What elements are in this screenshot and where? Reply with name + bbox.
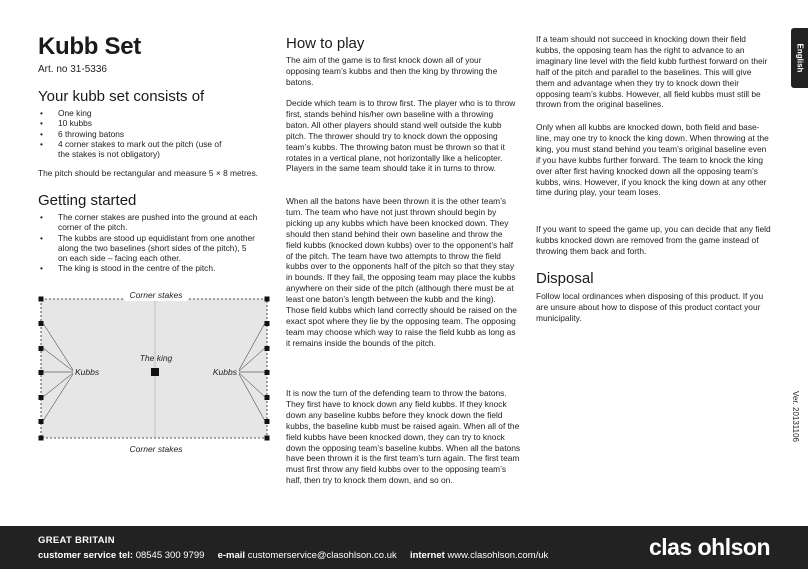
website-link[interactable]: www.clasohlson.com/uk xyxy=(447,550,549,561)
paragraph: If you want to speed the game up, you can decide that any field kubbs knocked down are removed from the game instead of throwing them back and forth. xyxy=(536,224,771,256)
kubb xyxy=(39,321,44,326)
kubb xyxy=(265,419,270,424)
consists-list xyxy=(38,108,274,159)
king-label: The king xyxy=(139,353,173,363)
disposal-heading: Disposal xyxy=(536,270,594,287)
kubbs-right-label: Kubbs xyxy=(212,367,237,377)
kubb xyxy=(265,395,270,400)
list-item: • The kubbs are stood up equidistant from one another along the two baselines (short sides of the pitch), 5 on each side – facing each other. xyxy=(38,233,258,264)
email-label: e-mail xyxy=(217,550,246,561)
footer-contact-line xyxy=(38,550,548,561)
email-link[interactable]: customerservice@clasohlson.co.uk xyxy=(247,550,397,561)
paragraph: The aim of the game is to first knock down all of your opposing team’s kubbs and then the king by throwing the batons. xyxy=(286,55,498,87)
paragraph: Decide which team is to throw first. The player who is to throw first, stands behind his/her own baseline with a throwing baton. All other players should stand well outside the kubb pitch. The thrower should try to knock down the opposing team’s kubbs. The throwing baton must be thrown so that it rotates in a vertical plane, not horizontally like a helicopter. Players in the same team should take it in turns to throw. xyxy=(286,98,516,174)
corner-stake xyxy=(265,436,270,441)
footer xyxy=(0,526,808,569)
kubb xyxy=(265,370,270,375)
list-item: • 4 corner stakes to mark out the pitch (use of the stakes is not obligatory) xyxy=(38,139,234,160)
king xyxy=(151,368,159,376)
customer-service-label: customer service xyxy=(38,550,117,561)
list-item: • 6 throwing batons xyxy=(38,129,274,139)
paragraph: When all the batons have been thrown it is the other team’s turn. The team who have not just thrown should begin by picking up any kubbs which have been knocked down. They should then stand behind their own baseline and throw the field kubbs (knocked down kubbs) over to the opponent’s half of the pitch. The team have two attempts to throw the field kubbs over to the opponents half of the pitch so that they stay in bounds. If they fail, the opposing team may place the kubbs anywhere on their side of the pitch (although there must be at least one baton’s length between the kubb and the king). Those field kubbs which land correctly should be raised on the exact spot where they lie by the opposing team. The opposing team may choose which way to raise the field kubb as long as it remains inside the bounds of the pitch. xyxy=(286,196,517,348)
pitch-size-note: The pitch should be rectangular and measure 5 × 8 metres. xyxy=(38,168,258,178)
disposal-text: Follow local ordinances when disposing of this product. If you are unsure about how to dispose of this product contact your municipality. xyxy=(536,291,764,323)
internet-label: internet xyxy=(409,550,445,561)
list-item: • 10 kubbs xyxy=(38,118,274,128)
getting-started-list xyxy=(38,212,258,274)
kubb xyxy=(39,346,44,351)
corner-stake xyxy=(39,297,44,302)
brand-logo: clas ohlson xyxy=(648,534,770,560)
how-to-play-heading: How to play xyxy=(286,35,365,52)
corner-stakes-top-label: Corner stakes xyxy=(129,290,183,300)
consists-heading: Your kubb set consists of xyxy=(38,88,205,105)
paragraph: If a team should not succeed in knocking down their field kubbs, the opposing team has the right to advance to an imaginary line level with the field kubb furthest forward on their half of the pitch and parallel to the baselines. This will give them and advantage when they try to knock down their opposing team’s kubbs. However, all field kubbs must still be thrown from the original baselines. xyxy=(536,34,768,110)
language-label: English xyxy=(795,43,804,73)
corner-stake xyxy=(265,297,270,302)
list-item: • One king xyxy=(38,108,274,118)
getting-started-heading: Getting started xyxy=(38,192,137,209)
paragraph: It is now the turn of the defending team to throw the batons. They first have to knock down any field kubbs. If they knock down any baseline kubbs before they knock down the field kubbs, the baseline kubb must be raised again. When all of the field kubbs have been knocked down, they can try to knock down the opposing team’s baseline kubbs. When all the batons have been thrown it is the first team’s turn again. The first team must first throw any field kubbs over to the opposing team’s half, then try to knock them down, and so on. xyxy=(286,388,521,486)
kubb xyxy=(39,395,44,400)
corner-stake xyxy=(39,436,44,441)
tel-label: tel: xyxy=(118,550,134,561)
kubb xyxy=(265,321,270,326)
kubb xyxy=(265,346,270,351)
pitch-diagram xyxy=(35,287,275,459)
corner-stakes-bottom-label: Corner stakes xyxy=(129,444,183,454)
article-number: Art. no 31-5336 xyxy=(38,64,107,75)
kubbs-left-label: Kubbs xyxy=(75,367,100,377)
list-item: • The king is stood in the centre of the pitch. xyxy=(38,263,258,273)
footer-country: GREAT BRITAIN xyxy=(38,535,115,546)
language-tab xyxy=(791,28,808,88)
kubb xyxy=(39,419,44,424)
tel-number: 08545 300 9799 xyxy=(135,550,205,561)
list-item: • The corner stakes are pushed into the ground at each corner of the pitch. xyxy=(38,212,258,233)
paragraph: Only when all kubbs are knocked down, both field and base-line, may one try to knock the king down. When throwing at the king, you must stand behind you team’s original baseline even if you have kubbs further forward. The team to knock the king over after first having knocked down all the opposing team’s kubbs, wins. However, if you knock the king down at any other time during play, your team loses. xyxy=(536,122,769,198)
kubb xyxy=(39,370,44,375)
page-title: Kubb Set xyxy=(38,33,141,60)
version-label: Ver. 20131106 xyxy=(791,390,800,442)
